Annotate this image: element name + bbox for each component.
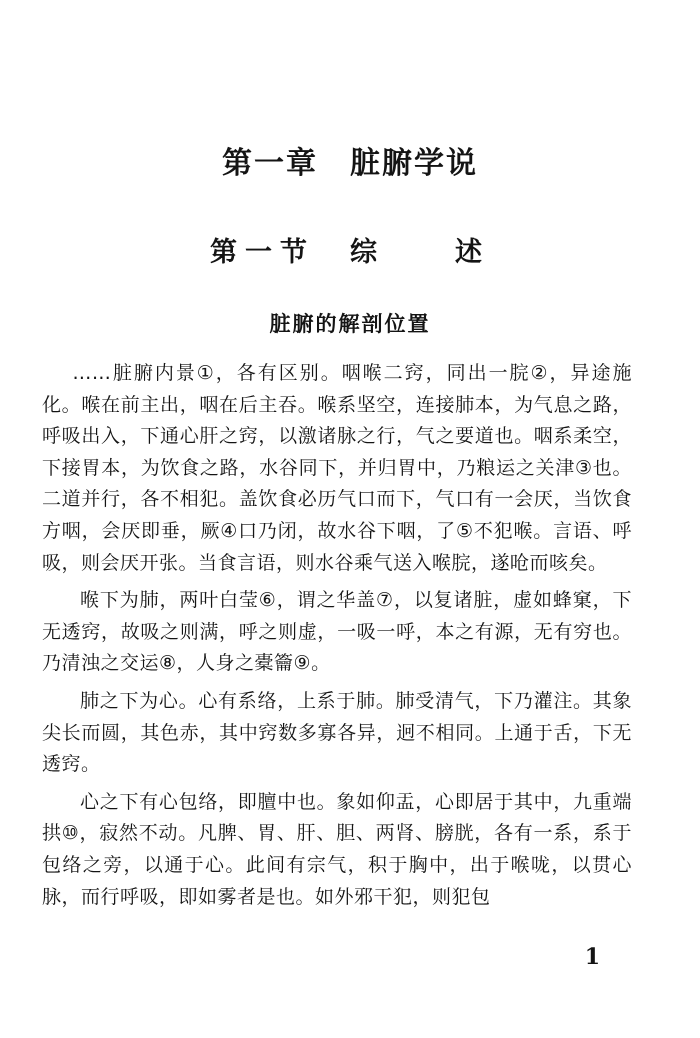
chapter-title: 第一章 脏腑学说	[222, 146, 478, 181]
body-text	[42, 358, 632, 919]
paragraph-1: ……脏腑内景①，各有区别。咽喉二窍，同出一脘②，异途施化。喉在前主出，咽在后主吞。喉系坚空，连接肺本，为气息之路，呼吸出入，下通心肝之窍，以激诸脉之行，气之要道也。咽系柔空，下接胃本，为饮食之路，水谷同下，并归胃中，乃粮运之关津③也。二道并行，各不相犯。盖饮食必历气口而下，气口有一会厌，当饮食方咽，会厌即垂，厥④口乃闭，故水谷下咽，了⑤不犯喉。言语、呼吸，则会厌开张。当食言语，则水谷乘气送入喉脘，遂呛而咳矣。	[42, 362, 632, 574]
paragraph-2: 喉下为肺，两叶白莹⑥，谓之华盖⑦，以复诸脏，虚如蜂窠，下无透窍，故吸之则满，呼之则虚，一吸一呼，本之有源，无有穷也。乃清浊之交运⑧，人身之橐籥⑨。	[42, 589, 632, 675]
paragraph-4: 心之下有心包络，即膻中也。象如仰盂，心即居于其中，九重端拱⑩，寂然不动。凡脾、胃、肝、胆、两肾、膀胱，各有一系，系于包络之旁，以通于心。此间有宗气，积于胸中，出于喉咙，以贯心脉，而行呼吸，即如雾者是也。如外邪干犯，则犯包	[42, 790, 632, 908]
paragraph-3: 肺之下为心。心有系络，上系于肺。肺受清气，下乃灌注。其象尖长而圆，其色赤，其中窍数多寡各异，迥不相同。上通于舌，下无透窍。	[42, 689, 632, 776]
sub-title: 脏腑的解剖位置	[269, 312, 431, 336]
section-title: 第一节 综 述	[210, 237, 490, 268]
page-number: 1	[584, 944, 600, 970]
